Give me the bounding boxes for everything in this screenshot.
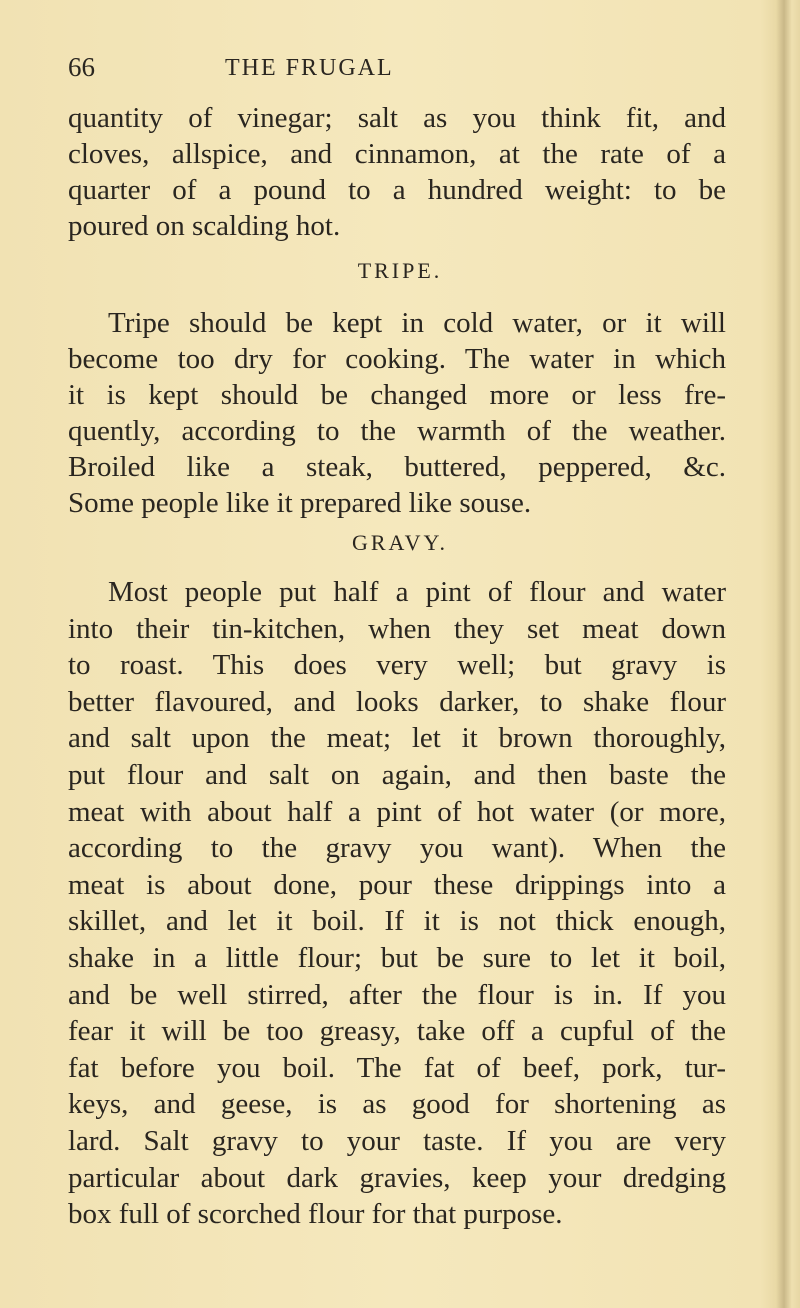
text-line: Tripe should be kept in cold water, or it will [108,307,726,339]
text-line: put flour and salt on again, and then baste the [68,759,726,791]
text-line: and be well stirred, after the flour is in. If you [68,978,726,1011]
text-line: keys, and geese, is as good for shortening as [68,1088,726,1121]
text-line: better flavoured, and looks darker, to shake flour [68,685,726,718]
text-line: fear it will be too greasy, take off a cupful of the [68,1015,726,1048]
text-line: Broiled like a steak, buttered, peppered, &c. [68,451,726,483]
text-line: fat before you boil. The fat of beef, pork, tur- [68,1051,726,1084]
text-line: meat with about half a pint of hot water (or more, [68,795,726,828]
text-line: become too dry for cooking. The water in which [68,343,726,375]
text-line: particular about dark gravies, keep your dredging [68,1161,726,1194]
section-heading: GRAVY. [351,530,449,555]
text-line: quantity of vinegar; salt as you think fit, and [68,102,726,134]
text-line: to roast. This does very well; but gravy is [68,649,726,682]
section-heading: TRIPE. [357,258,443,283]
text-line: according to the gravy you want). When the [68,832,726,865]
text-line: quently, according to the warmth of the weather. [68,415,726,447]
page-number: 66 [68,52,95,82]
text-line: skillet, and let it boil. If it is not thick enough, [68,905,726,938]
text-line: it is kept should be changed more or less fre- [68,379,726,411]
text-line: shake in a little flour; but be sure to let it boil, [68,942,726,974]
text-line: poured on scalding hot. [68,210,341,242]
text-line: and salt upon the meat; let it brown thoroughly, [68,722,726,755]
text-line: lard. Salt gravy to your taste. If you are very [68,1125,726,1157]
text-line: meat is about done, pour these drippings into a [68,868,726,901]
text-line: into their tin-kitchen, when they set meat down [68,612,726,645]
text-line: Most people put half a pint of flour and water [108,576,726,608]
text-line: quarter of a pound to a hundred weight: to be [68,174,726,206]
text-line: cloves, allspice, and cinnamon, at the rate of a [68,138,726,170]
text-line: Some people like it prepared like souse. [68,487,532,519]
running-title: THE FRUGAL [225,55,394,81]
text-line: box full of scorched flour for that purpose. [68,1198,563,1231]
